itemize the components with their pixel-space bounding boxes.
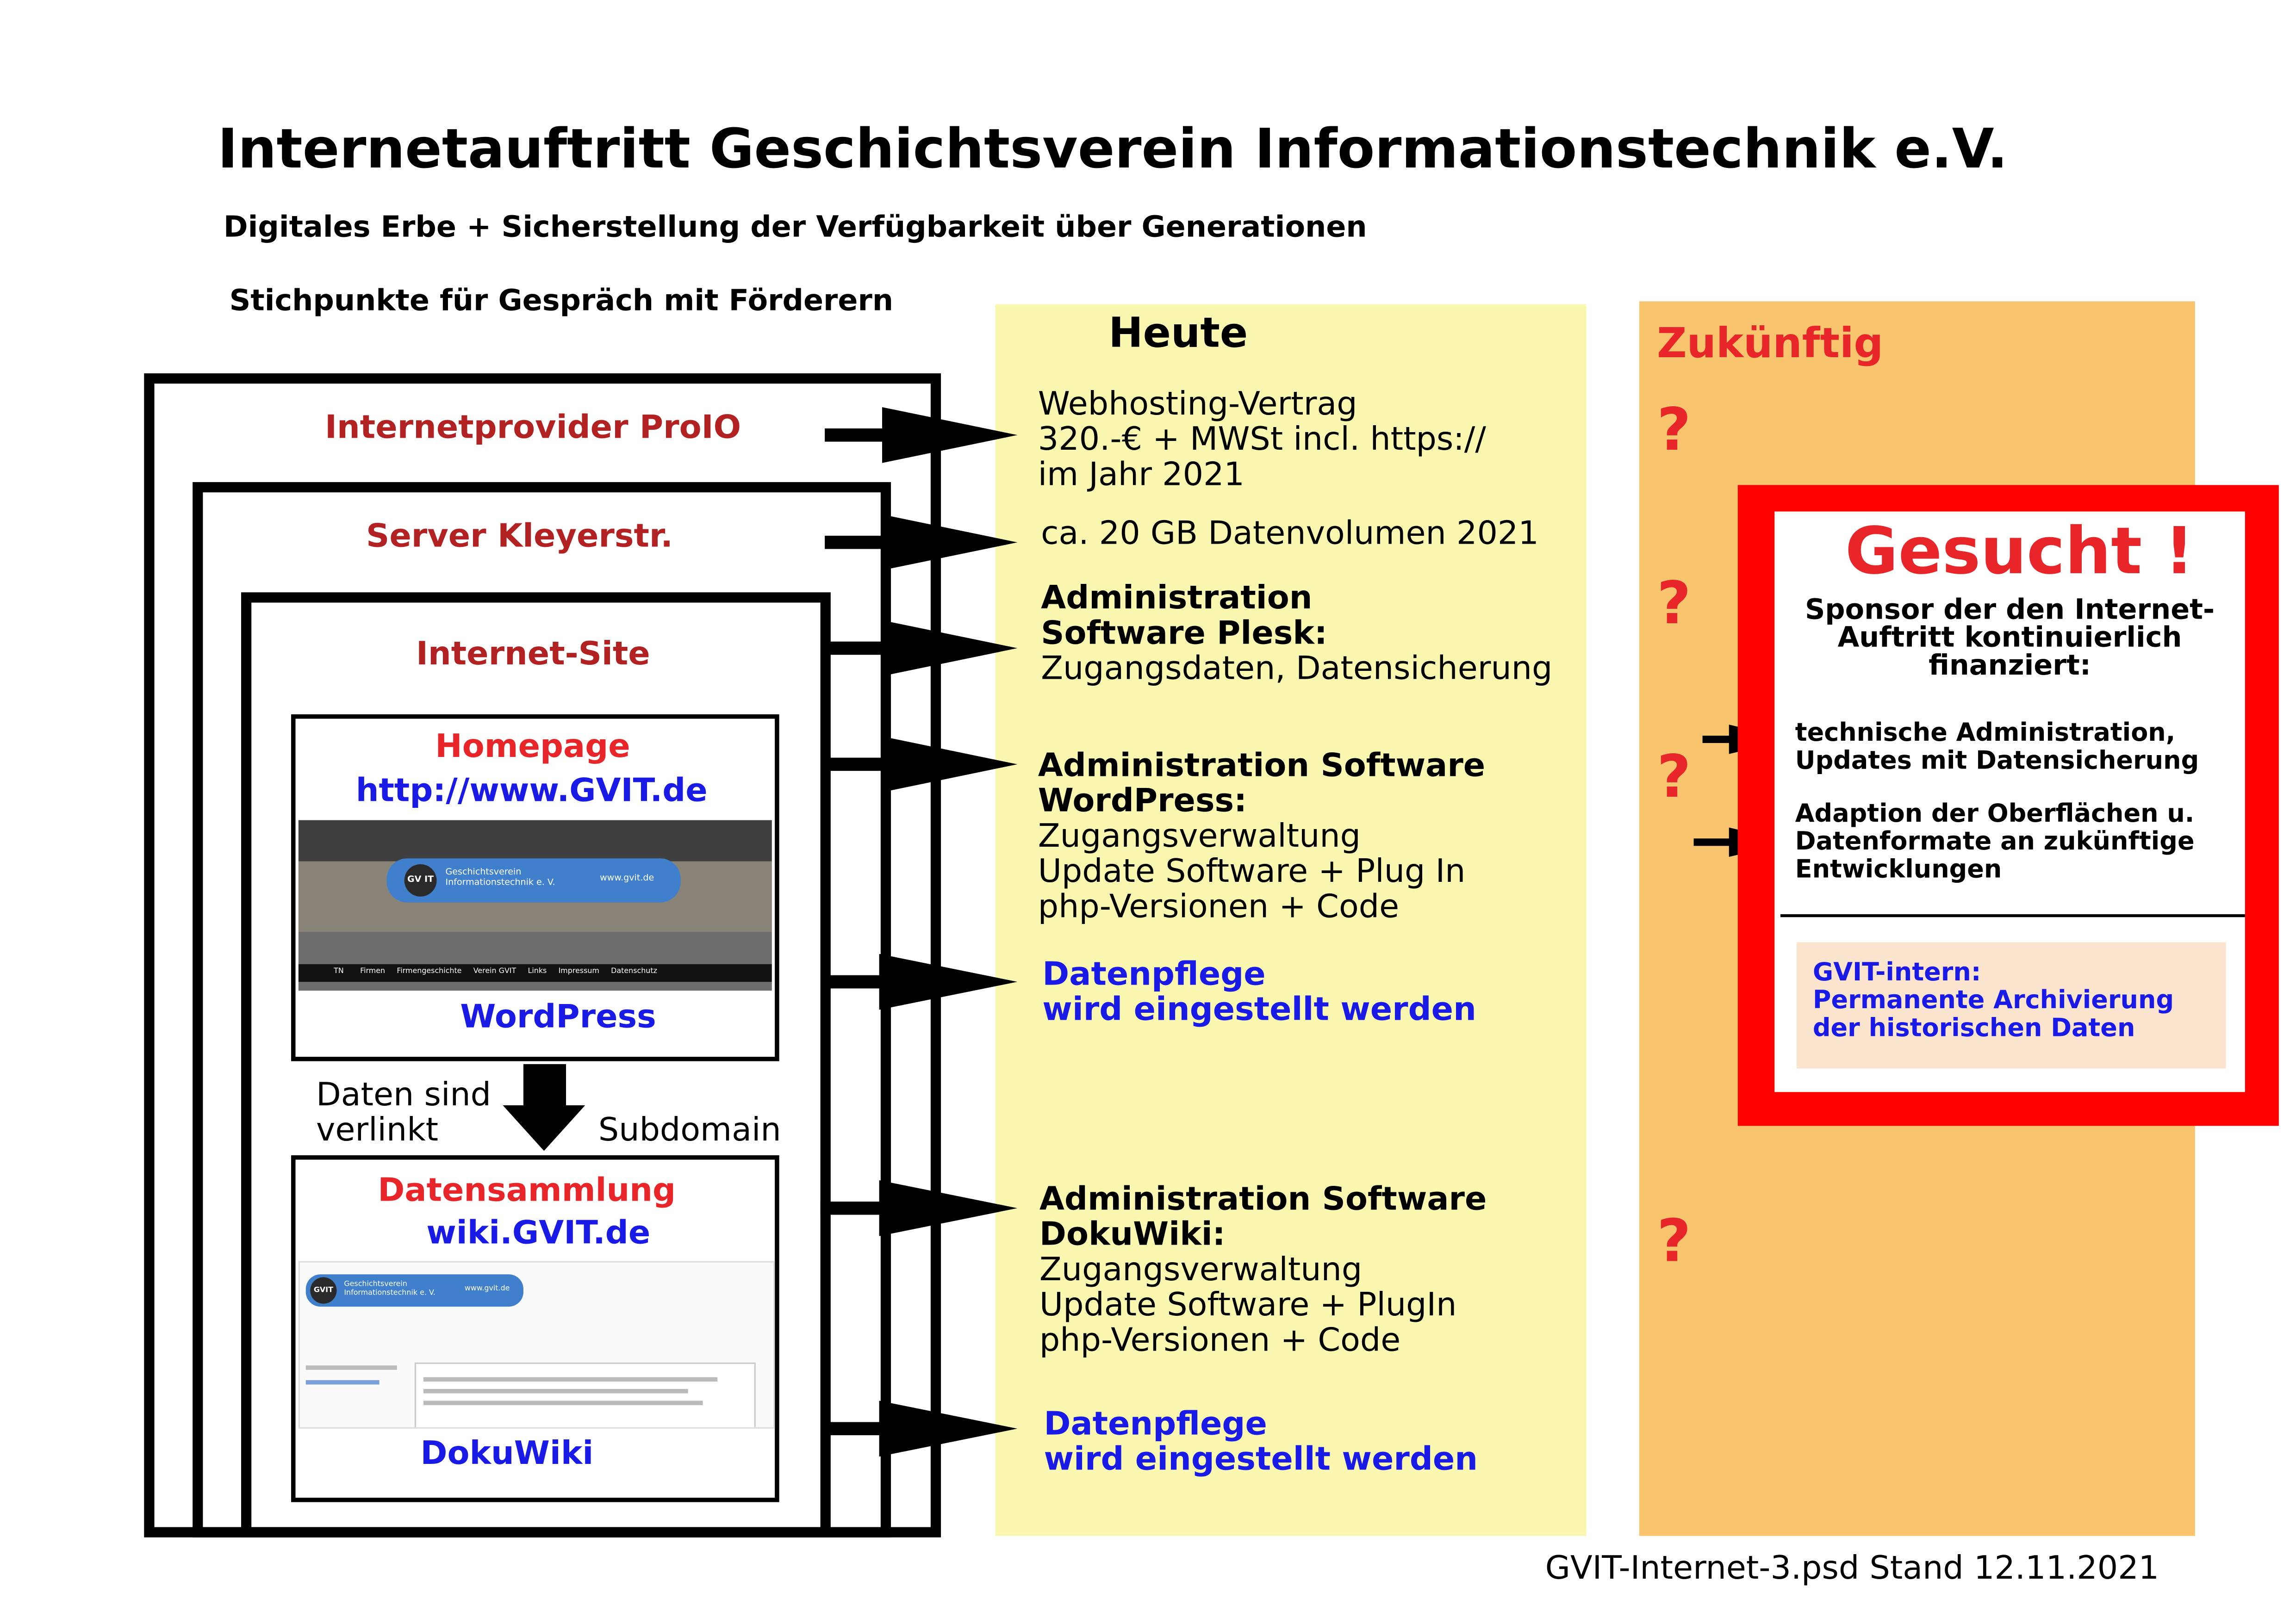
menu-item[interactable]: Links: [528, 967, 547, 976]
sponsor-item2-line-1: Adaption der Oberflächen u.: [1795, 800, 2195, 829]
banner-url: www.gvit.de: [600, 873, 654, 884]
plesk-line-3: Zugangsdaten, Datensicherung: [1041, 651, 1553, 688]
dokuwiki-line-3: Zugangsverwaltung: [1039, 1252, 1363, 1289]
wiki-url[interactable]: wiki.GVIT.de: [426, 1215, 651, 1252]
hosting-line-2: 320.-€ + MWSt incl. https://: [1038, 421, 1486, 459]
datenpflege2-line-1: Datenpflege: [1044, 1407, 1267, 1444]
link-note-right: Subdomain: [598, 1112, 781, 1150]
wordpress-line-2: WordPress:: [1038, 783, 1247, 820]
wiki-name-1: Geschichtsverein: [344, 1280, 407, 1289]
menu-item[interactable]: Datenschutz: [611, 967, 657, 976]
wordpress-line-3: Zugangsverwaltung: [1038, 818, 1361, 855]
wordpress-line-1: Administration Software: [1038, 748, 1486, 785]
question-mark: ?: [1657, 397, 1691, 465]
menu-item[interactable]: TN: [334, 967, 344, 976]
gvit-logo: GV IT: [404, 864, 437, 897]
today-wordpress: [1038, 750, 1485, 926]
arrow-provider-head: [882, 407, 1017, 463]
banner-name-1: Geschichtsverein: [445, 867, 522, 878]
site-label: Internet-Site: [416, 636, 650, 673]
page-note: Stichpunkte für Gespräch mit Förderern: [229, 282, 894, 318]
sponsor-intro-line-1: Sponsor der den Internet-: [1804, 594, 2215, 626]
provider-label: Internetprovider ProIO: [325, 410, 741, 447]
dokuwiki-line-1: Administration Software: [1039, 1182, 1487, 1219]
wiki-title: Datensammlung: [378, 1173, 676, 1210]
wordpress-line-5: php-Versionen + Code: [1038, 889, 1400, 926]
link-note-line-2: verlinkt: [316, 1112, 439, 1150]
intern-line-2: Permanente Archivierung: [1812, 986, 2174, 1016]
question-mark: ?: [1657, 744, 1691, 812]
menu-item[interactable]: Impressum: [558, 967, 599, 976]
column-future: Zukünftig: [1657, 319, 1884, 368]
menu-item[interactable]: Firmen: [360, 967, 386, 976]
today-datenpflege-1: [1042, 958, 1476, 1029]
hosting-line-3: im Jahr 2021: [1038, 457, 1245, 494]
today-dokuwiki: [1039, 1183, 1487, 1359]
wiki-banner-url: www.gvit.de: [464, 1284, 510, 1294]
today-volume: ca. 20 GB Datenvolumen 2021: [1041, 516, 1539, 553]
hosting-line-1: Webhosting-Vertrag: [1038, 386, 1357, 423]
intern-line-1: GVIT-intern:: [1812, 958, 1981, 988]
plesk-line-1: Administration: [1041, 580, 1313, 618]
menu-item[interactable]: Firmengeschichte: [397, 967, 462, 976]
wiki-cms: DokuWiki: [420, 1436, 594, 1473]
sponsor-item2-line-3: Entwicklungen: [1795, 855, 2002, 885]
page-subtitle: Digitales Erbe + Sicherstellung der Verfügbarkeit über Generationen: [223, 209, 1367, 244]
link-note-line-1: Daten sind: [316, 1077, 492, 1114]
today-datenpflege-2: [1044, 1408, 1478, 1478]
homepage-url[interactable]: http://www.GVIT.de: [355, 773, 708, 810]
sponsor-headline: Gesucht !: [1845, 514, 2194, 589]
sponsor-intro: [1774, 594, 2245, 682]
arrow-server-head: [882, 514, 1017, 570]
wiki-name-2: Informationstechnik e. V.: [344, 1289, 436, 1298]
dokuwiki-line-4: Update Software + PlugIn: [1039, 1287, 1457, 1325]
intern-line-3: der historischen Daten: [1812, 1014, 2135, 1044]
menu-item[interactable]: Verein GVIT: [473, 967, 516, 976]
sponsor-intro-line-2: Auftritt kontinuierlich: [1837, 621, 2182, 654]
intern-text: [1813, 960, 2174, 1043]
sponsor-divider: [1780, 914, 2245, 917]
datenpflege1-line-2: wird eingestellt werden: [1042, 992, 1476, 1029]
server-label: Server Kleyerstr.: [366, 519, 673, 556]
sponsor-item1-line-2: Updates mit Datensicherung: [1795, 746, 2199, 776]
question-mark: ?: [1657, 1208, 1691, 1276]
sponsor-item2-line-2: Datenformate an zukünftige: [1795, 827, 2195, 857]
sponsor-item1-line-1: technische Administration,: [1795, 719, 2176, 748]
homepage-title: Homepage: [435, 729, 630, 766]
question-mark: ?: [1657, 570, 1691, 638]
arrow-datenpflege2-head: [879, 1401, 1018, 1457]
arrow-wordpress-head: [882, 737, 1017, 793]
today-hosting: [1038, 388, 1486, 494]
datenpflege2-line-2: wird eingestellt werden: [1044, 1442, 1478, 1479]
sponsor-item-1: [1795, 720, 2199, 776]
dokuwiki-line-2: DokuWiki:: [1039, 1217, 1226, 1254]
plesk-line-2: Software Plesk:: [1041, 616, 1327, 653]
column-today: Heute: [1108, 309, 1248, 357]
arrow-datenpflege1-head: [879, 954, 1018, 1010]
wordpress-line-4: Update Software + Plug In: [1038, 854, 1466, 891]
arrow-dokuwiki-head: [879, 1180, 1018, 1236]
arrow-down-link: [503, 1064, 585, 1151]
wiki-logo: GVIT: [310, 1277, 336, 1304]
datenpflege1-line-1: Datenpflege: [1042, 957, 1266, 994]
banner-name-2: Informationstechnik e. V.: [445, 877, 555, 888]
homepage-cms: WordPress: [460, 999, 656, 1036]
sponsor-item-2: [1795, 801, 2195, 885]
sponsor-intro-line-3: finanziert:: [1929, 650, 2091, 682]
dokuwiki-line-5: php-Versionen + Code: [1039, 1323, 1401, 1360]
page-title: Internetauftritt Geschichtsverein Informationstechnik e.V.: [218, 118, 2008, 181]
arrow-site-head: [882, 620, 1017, 676]
footer-stamp: GVIT-Internet-3.psd Stand 12.11.2021: [1545, 1550, 2159, 1587]
today-plesk: [1041, 582, 1552, 688]
